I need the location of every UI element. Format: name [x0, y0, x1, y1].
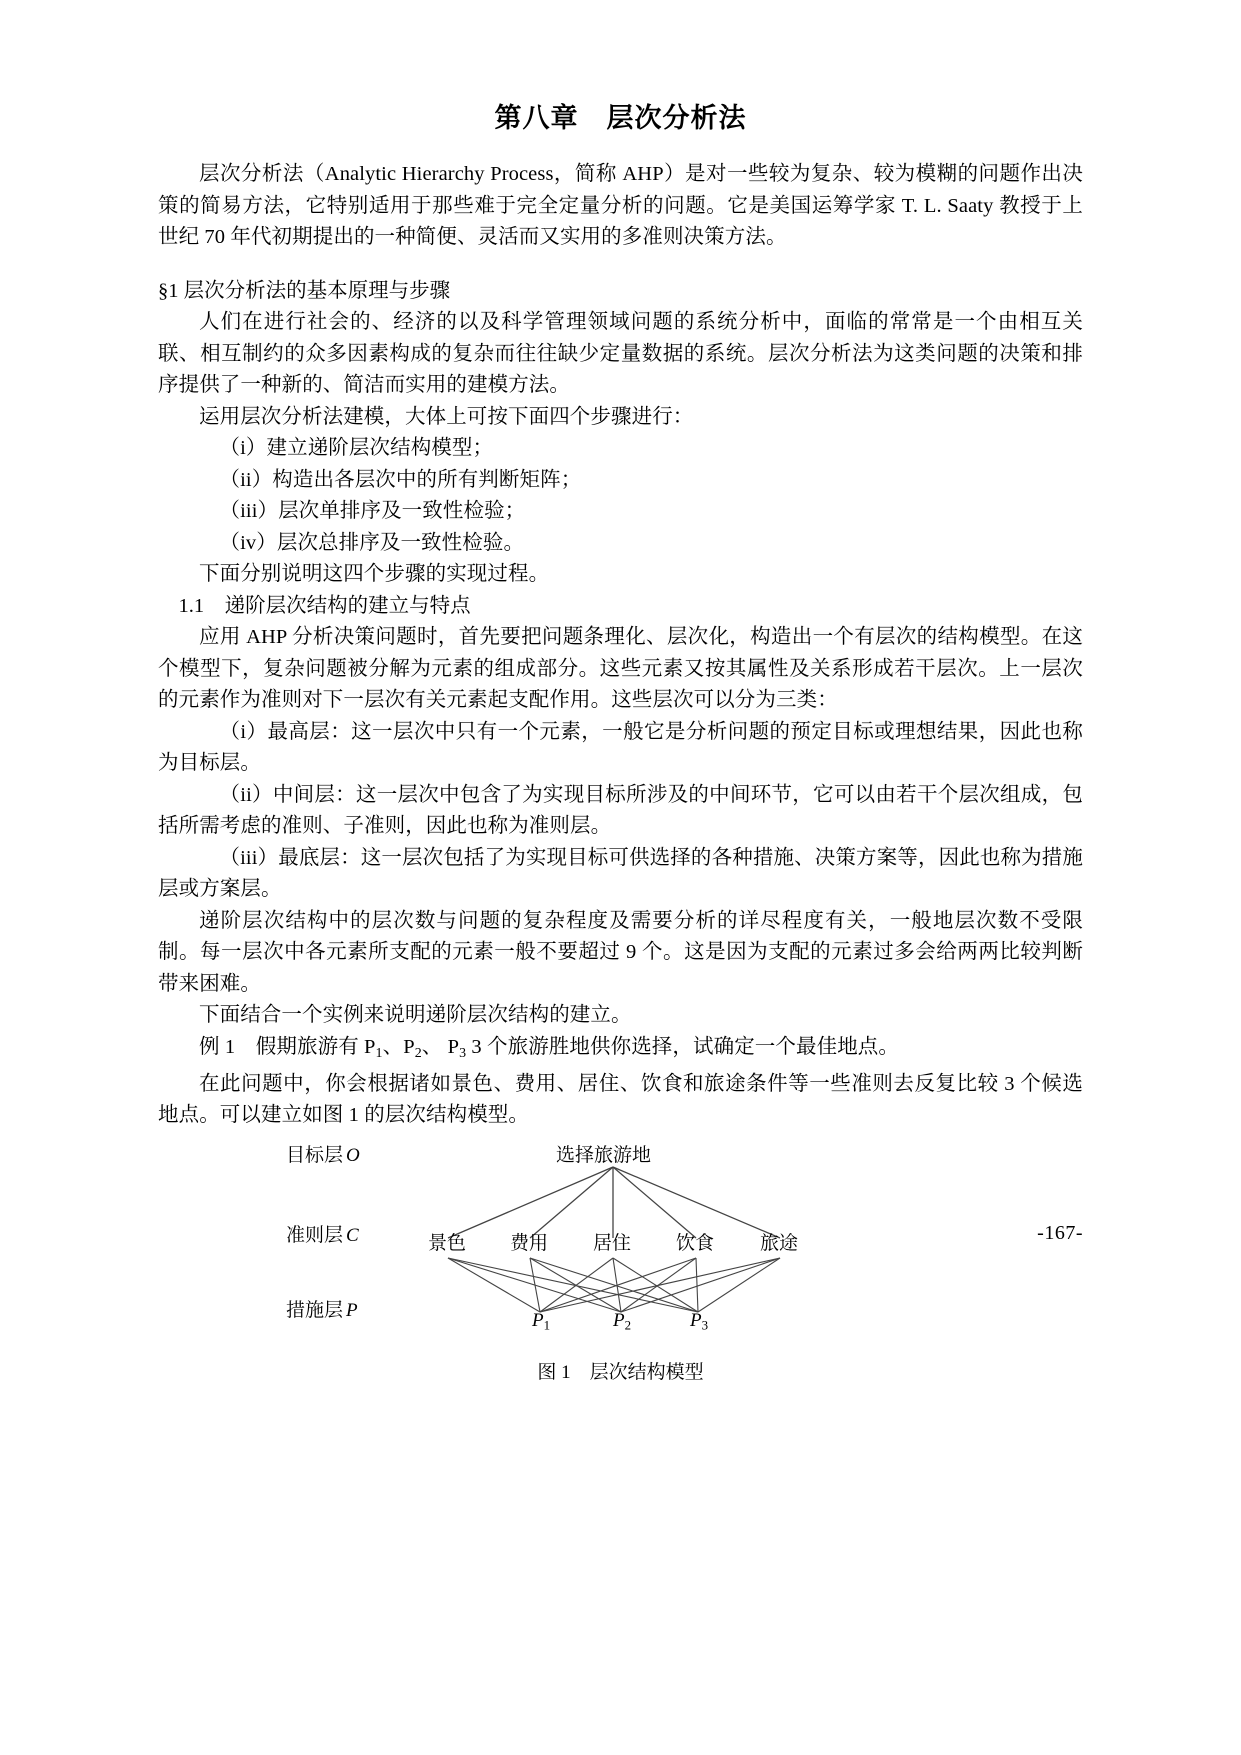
alt-p1-sub: 1 [543, 1317, 551, 1333]
edge-lvtu-p3 [698, 1258, 780, 1312]
spacer [158, 254, 1083, 276]
edge-jingse-p1 [448, 1258, 540, 1312]
page-title: 第八章 层次分析法 [494, 103, 747, 133]
subsection-1-1-paragraph-2: 递阶层次结构中的层次数与问题的复杂程度及需要分析的详尽程度有关，一般地层次数不受限制。每一层次中各元素所支配的元素一般不要超过 9 个。这是因为支配的元素过多会给两两比较判断带来困难。 [158, 909, 1083, 995]
step-item: （iv）层次总排序及一致性检验。 [219, 531, 525, 554]
step-item: （ii）构造出各层次中的所有判断矩阵； [219, 468, 582, 491]
level-item: （i）最高层：这一层次中只有一个元素，一般它是分析问题的预定目标或理想结果，因此也称为目标层。 [158, 720, 1083, 774]
alt-p3-sub: 3 [701, 1317, 709, 1333]
example-text-part-2: 3 个旅游胜地供你选择，试确定一个最佳地点。 [466, 1035, 900, 1058]
layer-symbol-measures: P [346, 1299, 358, 1321]
subsection-1-1-paragraph-1: 应用 AHP 分析决策问题时，首先要把问题条理化、层次化，构造出一个有层次的结构模型。在这个模型下，复杂问题被分解为元素的组成部分。这些元素又按其属性及关系形成若干层次。上一层次的元素作为准则对下一层次有关元素起支配作用。这些层次可以分为三类： [158, 626, 1083, 711]
node-criteria-lvtu: 旅途 [760, 1232, 799, 1254]
section-1-paragraph-1: 人们在进行社会的、经济的以及科学管理领域问题的系统分析中，面临的常常是一个由相互关联、相互制约的众多因素构成的复杂而往往缺少定量数据的系统。层次分析法为这类问题的决策和排序提供了一种新的、简洁而实用的建模方法。 [158, 311, 1083, 396]
example-subscript-3: 3 [459, 1045, 467, 1061]
edge-yinshi-p3 [696, 1258, 698, 1312]
example-subscript-1: 1 [375, 1045, 383, 1061]
node-goal: 选择旅游地 [556, 1144, 652, 1166]
edge-lvtu-p2 [621, 1258, 780, 1312]
layer-name-measures: 措施层 [286, 1299, 344, 1321]
section-1-paragraph-2: 运用层次分析法建模，大体上可按下面四个步骤进行： [199, 405, 694, 428]
example-1-statement [158, 1032, 1083, 1069]
example-text-part-1: 假期旅游有 P [255, 1035, 376, 1058]
page-number: -167- [1037, 1222, 1083, 1244]
alt-p2-sub: 2 [624, 1317, 632, 1333]
alt-p1-base: P [532, 1309, 544, 1331]
subsection-1-1-paragraph-3: 下面结合一个实例来说明递阶层次结构的建立。 [199, 1004, 632, 1026]
node-alternative-p3 [690, 1310, 708, 1334]
example-subscript-2: 2 [414, 1045, 422, 1061]
subsection-1-1-heading: 1.1 递阶层次结构的建立与特点 [178, 594, 471, 617]
page-content [158, 96, 1083, 1384]
level-item: （iii）最底层：这一层次包括了为实现目标可供选择的各种措施、决策方案等，因此也称为措施层或方案层。 [158, 846, 1083, 900]
section-1-paragraph-3: 下面分别说明这四个步骤的实现过程。 [199, 563, 550, 585]
example-separator-2: 、 P [421, 1035, 460, 1058]
node-alternative-p1 [532, 1310, 550, 1334]
level-item: （ii）中间层：这一层次中包含了为实现目标所涉及的中间环节，它可以由若干个层次组成，包括所需考虑的准则、子准则，因此也称为准则层。 [158, 783, 1083, 837]
hierarchy-figure [158, 1140, 1083, 1355]
intro-paragraph: 层次分析法（Analytic Hierarchy Process，简称 AHP）是对一些较为复杂、较为模糊的问题作出决策的简易方法，它特别适用于那些难于完全定量分析的问题。它是美国运筹学家 T. L. Saaty 教授于上世纪 70 年代初期提出的一种简便、灵活而又实用的多准则决策方法。 [158, 163, 1083, 248]
node-alternative-p2 [613, 1310, 631, 1334]
example-1-paragraph: 在此问题中，你会根据诸如景色、费用、居住、饮食和旅途条件等一些准则去反复比较 3 个候选地点。可以建立如图 1 的层次结构模型。 [158, 1072, 1083, 1127]
alt-p2-base: P [613, 1309, 625, 1331]
node-criteria-feiyong: 费用 [510, 1232, 549, 1254]
layer-label-criteria [286, 1220, 359, 1247]
layer-symbol-goal: O [346, 1144, 360, 1166]
criteria-to-alternatives-edges [448, 1258, 780, 1312]
node-criteria-jingse: 景色 [428, 1232, 467, 1254]
node-criteria-yinshi: 饮食 [676, 1232, 715, 1254]
layer-name-goal: 目标层 [286, 1144, 344, 1166]
step-item: （i）建立递阶层次结构模型； [219, 437, 494, 459]
layer-label-goal [286, 1140, 360, 1167]
layer-name-criteria: 准则层 [286, 1224, 344, 1246]
figure-caption: 图 1 层次结构模型 [537, 1361, 704, 1383]
layer-symbol-criteria: C [346, 1224, 359, 1246]
section-1-heading: §1 层次分析法的基本原理与步骤 [158, 279, 451, 302]
node-criteria-juzhu: 居住 [593, 1232, 632, 1254]
layer-label-measures [286, 1295, 358, 1322]
example-separator-1: 、P [382, 1035, 415, 1058]
example-label: 例 1 [199, 1035, 236, 1058]
alt-p3-base: P [690, 1309, 702, 1331]
step-item: （iii）层次单排序及一致性检验； [219, 500, 526, 522]
edge-feiyong-p1 [530, 1258, 540, 1312]
